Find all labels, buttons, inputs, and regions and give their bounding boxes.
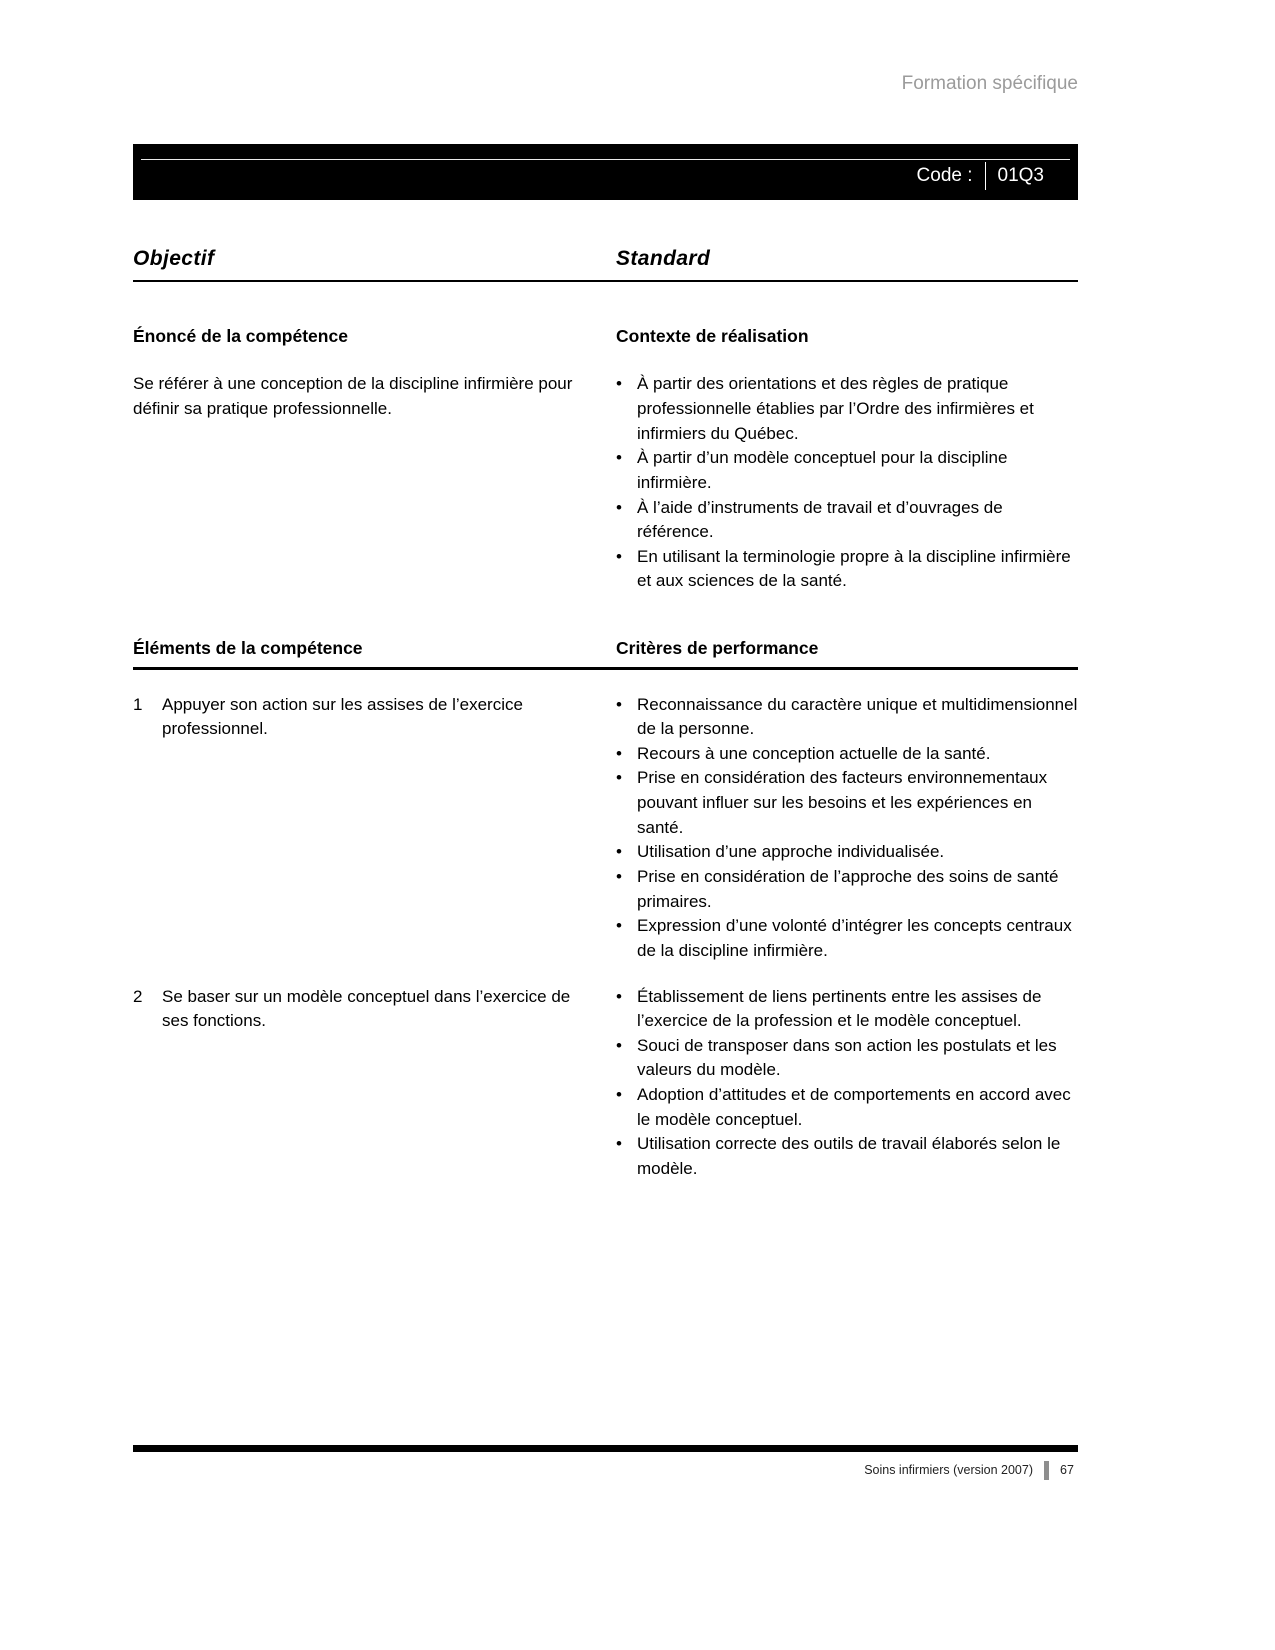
- criteria-item: • Recours à une conception actuelle de la santé.: [616, 742, 1078, 767]
- bullet-icon: •: [616, 743, 622, 763]
- criteria-item: • Souci de transposer dans son action les postulats et les valeurs du modèle.: [616, 1034, 1078, 1083]
- element-number: 2: [133, 986, 143, 1006]
- contexte-bullet: • À partir des orientations et des règles de pratique professionnelle établies par l’Ordre des infirmières et infirmiers du Québec.: [616, 372, 1078, 446]
- contexte-bullet: • À l’aide d’instruments de travail et d’ouvrages de référence.: [616, 496, 1078, 545]
- enonce-body: Se référer à une conception de la discipline infirmière pour définir sa pratique professionnelle.: [133, 374, 573, 418]
- standard-title: Standard: [616, 246, 711, 270]
- bullet-icon: •: [616, 546, 622, 566]
- competence-headers-row: [133, 324, 1078, 349]
- element-number: 1: [133, 694, 143, 714]
- bullet-icon: •: [616, 374, 622, 394]
- page-footer: [133, 1445, 1078, 1480]
- element-row-2: [133, 985, 1078, 1182]
- element-text: Se baser sur un modèle conceptuel dans l’exercice de ses fonctions.: [162, 986, 571, 1031]
- contexte-bullet: • À partir d’un modèle conceptuel pour la discipline infirmière.: [616, 446, 1078, 495]
- code-label: Code :: [916, 164, 973, 186]
- contexte-bullet-list: [616, 372, 1078, 594]
- element-text: Appuyer son action sur les assises de l’exercice professionnel.: [162, 694, 523, 739]
- criteria-item: • Établissement de liens pertinents entre les assises de l’exercice de la profession et le modèle conceptuel.: [616, 985, 1078, 1034]
- element-item-1: [133, 693, 606, 964]
- footer-rule: [133, 1445, 1078, 1452]
- criteres-heading: Critères de performance: [616, 638, 819, 659]
- criteria-item: • Prise en considération de l’approche des soins de santé primaires.: [616, 865, 1078, 914]
- code-banner: [133, 144, 1078, 200]
- bullet-icon: •: [616, 768, 622, 788]
- elements-heading: Éléments de la compétence: [133, 638, 363, 659]
- objectif-title: Objectif: [133, 246, 215, 270]
- bullet-icon: •: [616, 842, 622, 862]
- footer-text: Soins infirmiers (version 2007): [864, 1463, 1033, 1478]
- element-row-1: [133, 693, 1078, 964]
- bullet-icon: •: [616, 986, 622, 1006]
- elements-headers-row: [133, 636, 1078, 661]
- elements-rule: [133, 667, 1078, 670]
- footer-line: [133, 1461, 1078, 1480]
- section-label: Formation spécifique: [901, 73, 1078, 94]
- bullet-icon: •: [616, 866, 622, 886]
- contexte-heading: Contexte de réalisation: [616, 325, 809, 346]
- bullet-icon: •: [616, 1134, 622, 1154]
- criteria-item: • Utilisation correcte des outils de travail élaborés selon le modèle.: [616, 1132, 1078, 1181]
- criteria-item: • Utilisation d’une approche individualisée.: [616, 840, 1078, 865]
- criteria-list-1: [616, 693, 1078, 964]
- bullet-icon: •: [616, 916, 622, 936]
- column-titles-row: [133, 244, 1078, 274]
- bullet-icon: •: [616, 497, 622, 517]
- enonce-heading: Énoncé de la compétence: [133, 325, 348, 346]
- code-divider: [985, 162, 986, 190]
- criteria-item: • Prise en considération des facteurs environnementaux pouvant influer sur les besoins et les expériences en santé.: [616, 766, 1078, 840]
- contexte-bullet: • En utilisant la terminologie propre à la discipline infirmière et aux sciences de la santé.: [616, 545, 1078, 594]
- bullet-icon: •: [616, 1085, 622, 1105]
- criteria-list-2: [616, 985, 1078, 1182]
- criteria-item: • Expression d’une volonté d’intégrer les concepts centraux de la discipline infirmière.: [616, 914, 1078, 963]
- title-rule: [133, 280, 1078, 282]
- element-item-2: [133, 985, 606, 1182]
- code-group: [917, 144, 1044, 200]
- competence-body-row: [133, 372, 1078, 594]
- bullet-icon: •: [616, 694, 622, 714]
- footer-divider: [1044, 1461, 1049, 1480]
- page-number: 67: [1060, 1463, 1074, 1478]
- criteria-item: • Adoption d’attitudes et de comportements en accord avec le modèle conceptuel.: [616, 1083, 1078, 1132]
- bullet-icon: •: [616, 448, 622, 468]
- code-value: 01Q3: [997, 164, 1044, 186]
- bullet-icon: •: [616, 1035, 622, 1055]
- criteria-item: • Reconnaissance du caractère unique et multidimensionnel de la personne.: [616, 693, 1078, 742]
